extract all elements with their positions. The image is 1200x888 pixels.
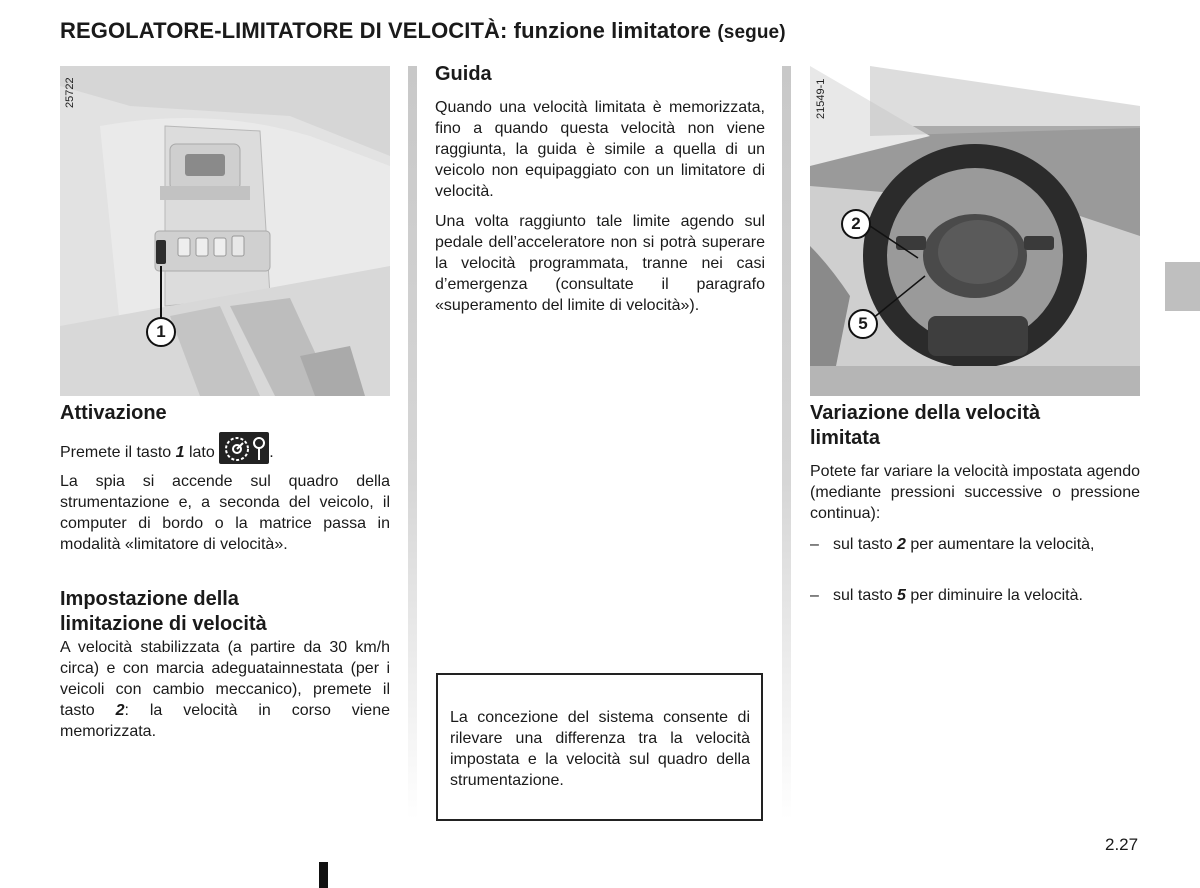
steering-wheel-photo (810, 66, 1140, 396)
activation-instruction (60, 437, 390, 469)
page-number: 2.27 (1105, 835, 1139, 854)
list-dash: – (810, 536, 819, 553)
list-text-before: sul tasto (833, 587, 898, 604)
photo-code-left: 25722 (64, 77, 76, 108)
list-text-before: sul tasto (833, 536, 898, 553)
dashboard-switch-photo (60, 66, 390, 396)
list-key: 5 (897, 587, 906, 604)
speed-limiter-icon (219, 432, 269, 464)
list-text-after: per aumentare la velocità, (905, 536, 1095, 553)
section-tab (1165, 262, 1200, 311)
activation-text-after: lato (184, 444, 215, 462)
note-box (436, 673, 763, 821)
page-title-suffix: (segue) (717, 22, 786, 43)
list-item (810, 585, 1140, 606)
page-title (60, 18, 786, 44)
callout-1: 1 (146, 317, 176, 347)
list-item (810, 534, 1140, 555)
bottom-marker (319, 862, 328, 888)
setting-heading-line2: limitazione di velocità (60, 613, 267, 635)
dashboard-switch-illustration (60, 66, 390, 396)
column-separator-left (408, 66, 417, 820)
callout-5: 5 (848, 309, 878, 339)
callout-2: 2 (841, 209, 871, 239)
setting-heading-line1: Impostazione della (60, 588, 239, 610)
variation-heading (810, 401, 1040, 451)
variation-heading-line2: limitata (810, 427, 881, 449)
setting-paragraph (60, 637, 390, 742)
setting-text-before: A velocità stabilizzata (a partire da 30 km/h circa) e con marcia adeguatainnestata (per i veicoli con cambio meccanico), premete il tasto (60, 639, 390, 719)
activation-text-end: . (269, 444, 274, 462)
driving-paragraph-2: Una volta raggiunto tale limite agendo sul pedale dell’acceleratore non si potrà superare la velocità programmata, tranne nei casi d’emergenza (consultate il paragrafo «superamento del limite di velocità»). (435, 213, 765, 314)
photo-code-right: 21549-1 (815, 78, 827, 119)
variation-heading-line1: Variazione della velocità (810, 402, 1041, 424)
activation-heading: Attivazione (60, 402, 167, 424)
column-separator-right (782, 66, 791, 820)
activation-paragraph: La spia si accende sul quadro della strumentazione e, a seconda del veicolo, il computer di bordo o la matrice passa in modalità «limitatore di velocità». (60, 473, 390, 553)
setting-key: 2 (115, 702, 125, 719)
page-title-main: REGOLATORE-LIMITATORE DI VELOCITÀ: funzione limitatore (60, 18, 712, 43)
activation-text-before: Premete il tasto (60, 444, 176, 462)
list-key: 2 (897, 536, 906, 553)
activation-key: 1 (175, 444, 185, 462)
driving-paragraph-1: Quando una velocità limitata è memorizzata, fino a quando questa velocità non viene raggiunta, la guida è simile a quella di un veicolo non equipaggiato con un limitatore di velocità. (435, 99, 765, 200)
driving-heading: Guida (435, 63, 492, 85)
setting-text-after: : la velocità in corso viene memorizzata. (60, 702, 390, 740)
setting-heading (60, 587, 267, 637)
note-text: La concezione del sistema consente di rilevare una differenza tra la velocità impostata e la velocità sul quadro della strumentazione. (450, 709, 750, 789)
variation-paragraph: Potete far variare la velocità impostata agendo (mediante pressioni successive o pressione continua): (810, 463, 1140, 522)
list-text-after: per diminuire la velocità. (905, 587, 1083, 604)
list-dash: – (810, 587, 819, 604)
